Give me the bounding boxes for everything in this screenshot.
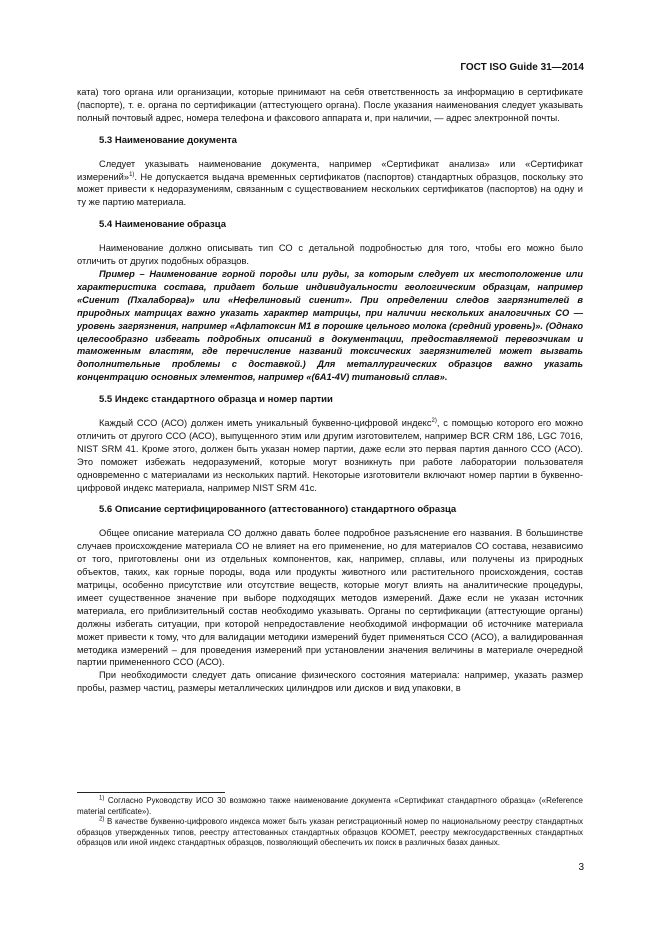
text-span: , с помощью которого его можно отличить от другого ССО (АСО), выпущенного этим или другим изготовителем, например BCR CRM 186, LGC 7016, NIST SRM 41. Кроме этого, должен быть указан номер партии, даже если это первая партия данного ССО (АСО). Это поможет избежать недоразумений, которые могут возникнуть при работе лаборатории пользователя одновременно с материалами из нескольких партий. Некоторые изготовители включают номер партии в буквенно-цифровой индекс материала, например NIST SRM 41c. <box>77 418 583 493</box>
paragraph-5-6-2: При необходимости следует дать описание физического состояния материала: например, указать размер пробы, размер частиц, размеры металлических цилиндров или дисков и вид упаковки, в <box>77 670 583 694</box>
page-number: 3 <box>578 862 584 873</box>
text-span: . Не допускается выдача временных сертификатов (паспортов) стандартных образцов, поскольку это может привести к недоразумениям, связанным с существованием нескольких сертификатов (паспортов) на одну и ту же партию материала. <box>77 171 583 208</box>
section-heading-5-5: 5.5 Индекс стандартного образца и номер партии <box>99 394 333 406</box>
footnotes <box>77 796 583 849</box>
document-header: ГОСТ ISO Guide 31—2014 <box>460 62 584 73</box>
footnote-text: Согласно Руководству ИСО 30 возможно также наименование документа «Сертификат стандартного образца» («Reference material certificate»). <box>77 796 583 816</box>
footnote-mark: 2) <box>99 816 105 823</box>
section-heading-5-6: 5.6 Описание сертифицированного (аттестованного) стандартного образца <box>99 504 457 516</box>
paragraph-5-5 <box>77 417 583 494</box>
document-body <box>77 86 583 695</box>
footnote-separator <box>77 792 225 793</box>
example-5-4: Пример – Наименование горной породы или руды, за которым следует их местоположение или характеристика состава, придает больше индивидуальности геологическим образцам, например «Сиенит (Пхалаборва)» или «Нефелиновый сиенит». При определении следов загрязнителей в природных матрицах важно указать характер матрицы, при наличии нескольких аналогичных СО — уровень загрязнения, например «Афлатоксин М1 в порошке цельного молока (средний уровень)». (Однако целесообразно избегать подробных описаний в документации, предоставляемой перевозчикам и таможенным властям, где перечисление названий токсических загрязнителей может вызвать дополнительные проблемы с доставкой.) Для металлургических образцов важно указать концентрацию основных элементов, например «(6A1-4V) титановый сплав». <box>77 268 583 383</box>
intro-paragraph: ката) того органа или организации, которые принимают на себя ответственность за информацию в сертификате (паспорте), т. е. органа по сертификации (аттестующего органа). После указания наименования следует указывать полный почтовый адрес, номера телефона и факсового аппарата и, при наличии, — адрес электронной почты. <box>77 87 583 123</box>
paragraph-5-3 <box>77 158 583 210</box>
section-heading-5-4: 5.4 Наименование образца <box>99 219 227 231</box>
footnote-text: В качестве буквенно-цифрового индекса может быть указан регистрационный номер по национальному реестру стандартных образцов утвержденных типов, реестру аттестованных стандартных образцов КООМЕТ, реестру межгосударственных стандартных образцов или иной индекс стандартных образцов, позволяющий обеспечить их поиск в различных базах данных. <box>77 817 583 847</box>
text-span: Следует указывать наименование документа, например «Сертификат анализа» или «Сертификат измерений» <box>77 158 583 182</box>
section-heading-5-3: 5.3 Наименование документа <box>99 134 237 146</box>
paragraph-5-4: Наименование должно описывать тип СО с детальной подробностью для того, чтобы его можно было отличить от других подобных образцов. <box>77 243 583 267</box>
text-span: Каждый ССО (АСО) должен иметь уникальный буквенно-цифровой индекс <box>99 418 432 429</box>
footnote-ref-2: 2) <box>431 417 437 424</box>
paragraph-5-6-1: Общее описание материала СО должно давать более подробное разъяснение его названия. В большинстве случаев происхождение материала СО не влияет на его применение, но для материалов СО состава, независимо от того, приготовлены они из отдельных компонентов, как, например, сплавы, или получены из природных объектов, таких, как горные породы, вода или продукты животного или растительного происхождения, состав матрицы, особенно присутствие или отсутствие веществ, которые могут влиять на аналитические процедуры, имеет существенное значение при выборе подходящих методов измерений. Даже если не указан источник материала, его приблизительный состав необходимо указывать. Органы по сертификации (аттестующие органы) должны избегать ситуации, при которой непредоставление необходимой информации об источнике материала может привести к тому, что для валидации методики измерений будет применяться ССО (АСО), а валидированная методика измерений – для проведения измерений при установлении значения величины в материале очередной партии примененного ССО (АСО). <box>77 528 583 668</box>
footnote-mark: 1) <box>99 795 105 802</box>
footnote-2 <box>77 817 583 849</box>
footnote-1 <box>77 796 583 817</box>
footnote-ref-1: 1) <box>129 171 135 178</box>
